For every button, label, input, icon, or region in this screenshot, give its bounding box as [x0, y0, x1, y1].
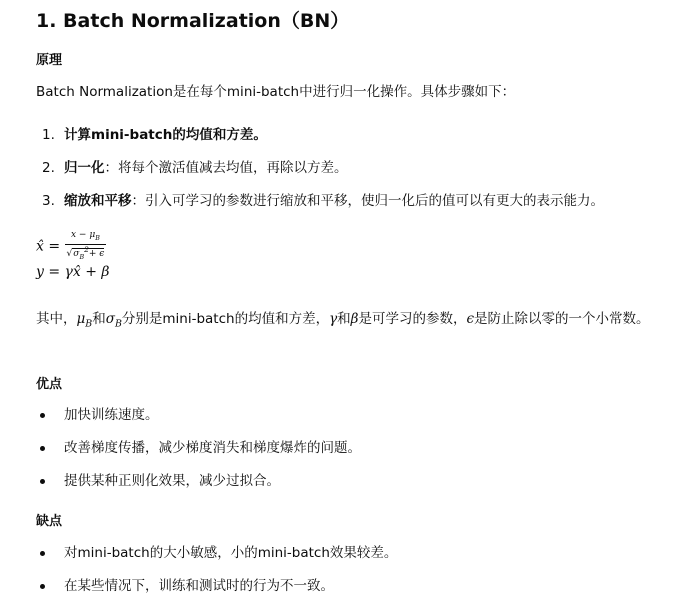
- formula-lhs: x̂ =: [36, 238, 61, 255]
- step-bold: 缩放和平移: [64, 193, 132, 209]
- step-text: ：引入可学习的参数进行缩放和平移，使归一化后的值可以有更大的表示能力。: [131, 193, 604, 209]
- formula-fraction: $\frac{x - \mu_B}{√\sigma_B^2+ \epsilon}$: [66, 230, 105, 261]
- step-number: 2.: [42, 160, 55, 176]
- formula-normalize: [36, 230, 106, 263]
- step-number: 1.: [42, 127, 55, 143]
- formula-numerator: x − μ: [71, 230, 96, 240]
- bullet-icon: [40, 584, 45, 589]
- formula-scale-shift: y = γx̂ + β: [36, 264, 110, 280]
- pros-heading: 优点: [36, 377, 63, 392]
- bullet-icon: [40, 413, 45, 418]
- principle-heading: 原理: [36, 53, 63, 68]
- cons-heading: 缺点: [36, 514, 63, 529]
- step-text: ：将每个激活值减去均值，再除以方差。: [104, 160, 348, 176]
- bullet-icon: [40, 551, 45, 556]
- principle-intro: Batch Normalization是在每个mini-batch中进行归一化操作。具体步骤如下：: [36, 84, 516, 100]
- step-bold: 计算mini-batch的均值和方差。: [64, 127, 267, 143]
- formula-denominator: σ: [73, 248, 80, 259]
- section-heading: 1. Batch Normalization（BN）: [36, 10, 350, 32]
- step-bold: 归一化: [64, 160, 105, 176]
- formula-explanation: 其中，$\mu_B$和$\sigma_B$分别是mini-batch的均值和方差，γ和β是可学习的参数，ϵ是防止除以零的一个小常数。: [36, 311, 650, 330]
- bullet-icon: [40, 446, 45, 451]
- bullet-icon: [40, 479, 45, 484]
- step-number: 3.: [42, 193, 55, 209]
